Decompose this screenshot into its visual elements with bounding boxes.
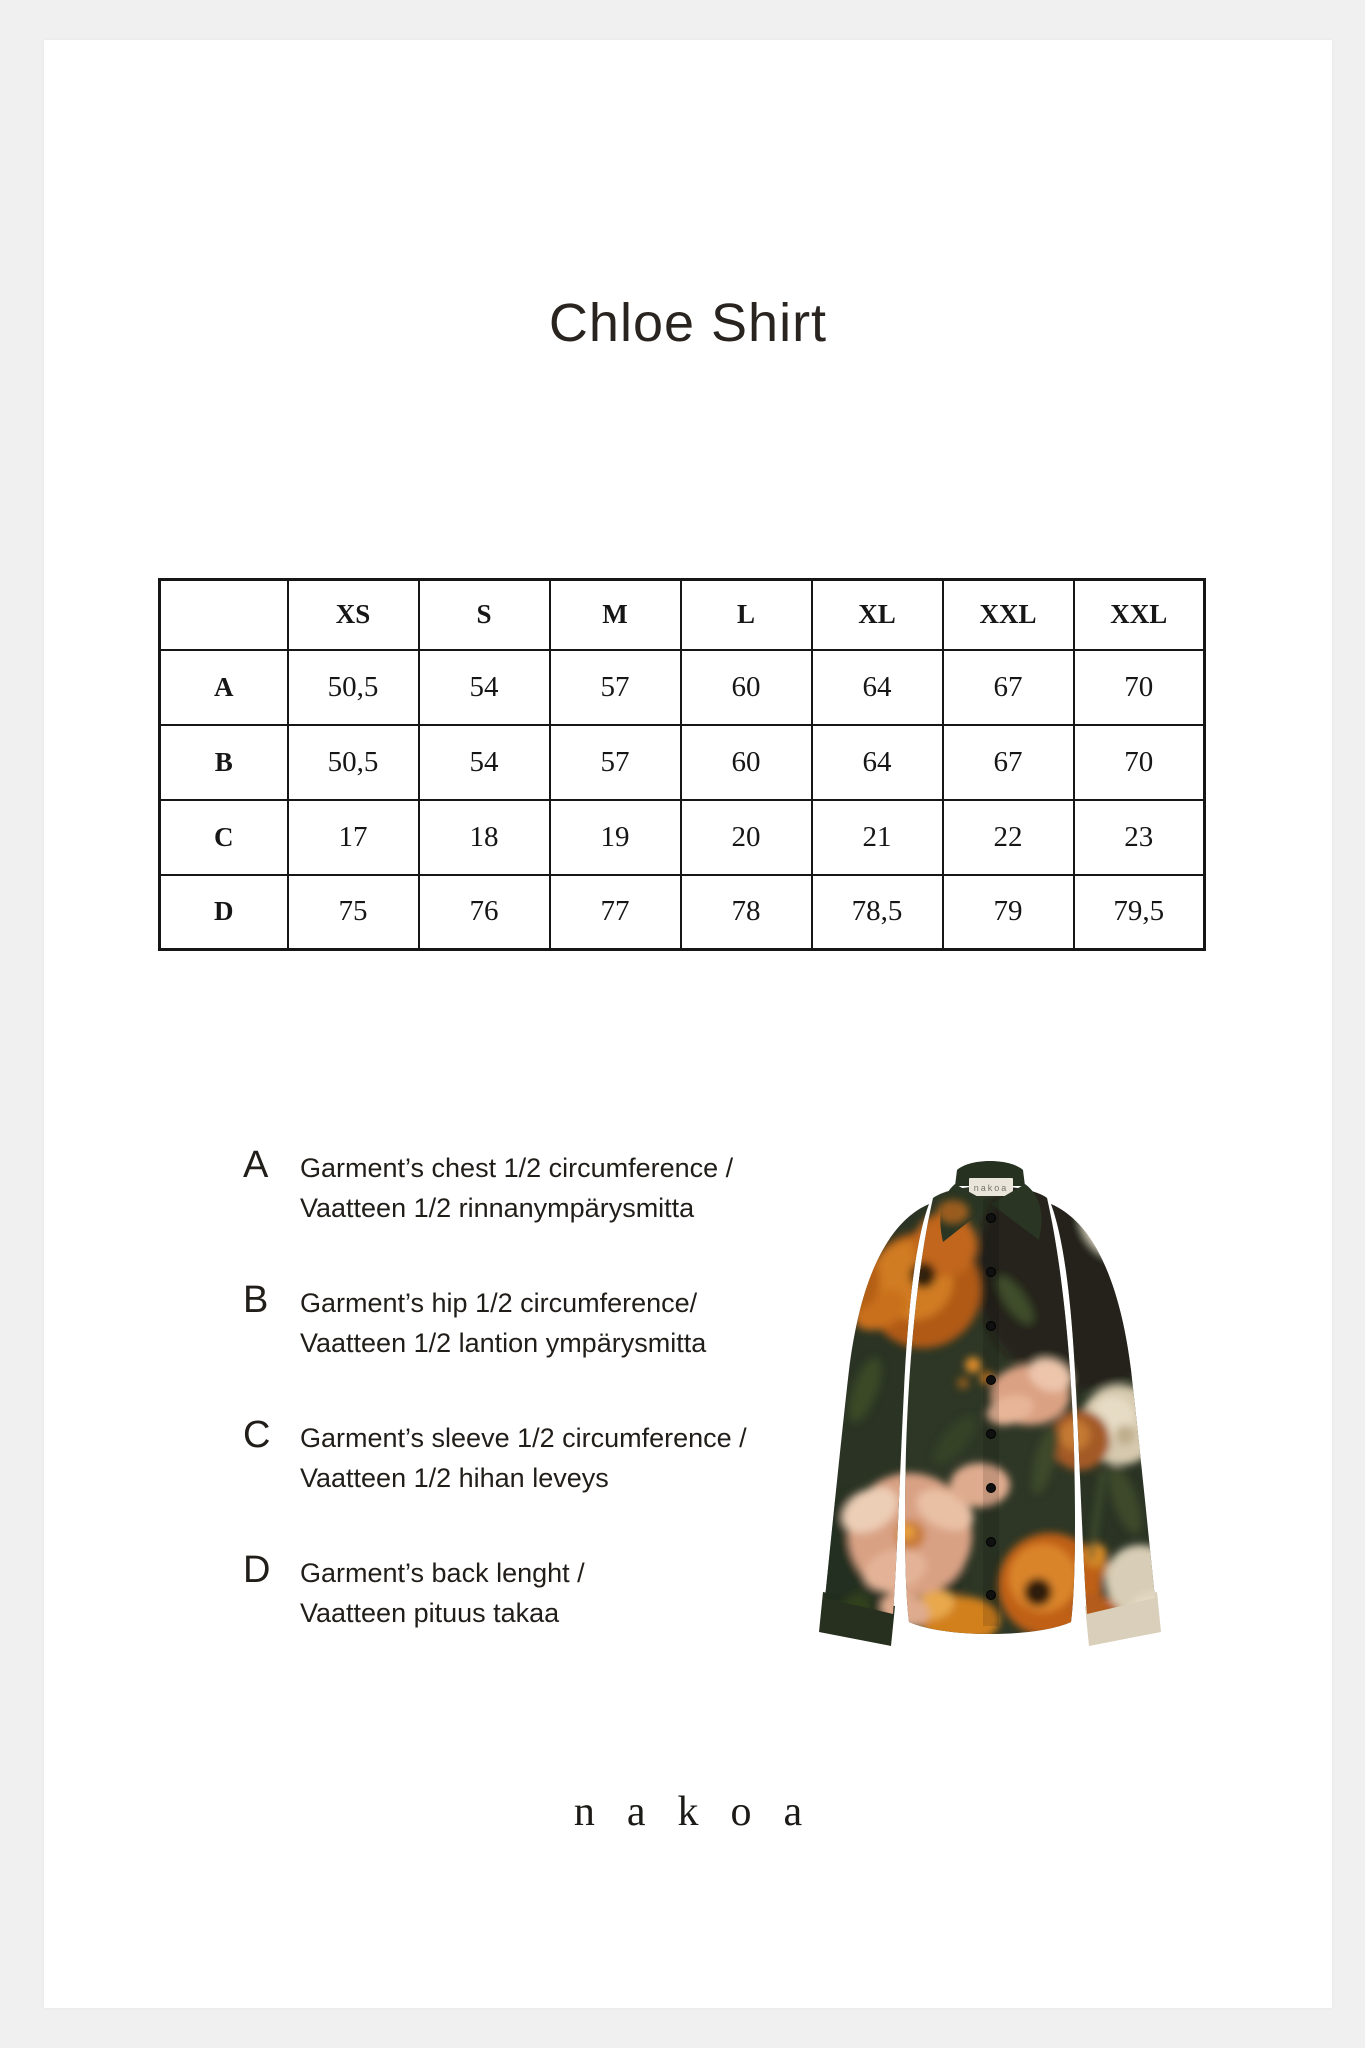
legend-description-en: Garment’s back lenght /	[300, 1558, 585, 1588]
legend-letter: C	[243, 1414, 271, 1456]
legend-item	[243, 1549, 803, 1633]
measurement-legend	[243, 1144, 803, 1633]
size-value-cell: 64	[812, 725, 943, 800]
measure-row-label: A	[160, 650, 288, 725]
size-value-cell: 54	[419, 650, 550, 725]
legend-description-en: Garment’s chest 1/2 circumference /	[300, 1153, 734, 1183]
legend-letter: A	[243, 1144, 269, 1186]
size-value-cell: 60	[681, 725, 812, 800]
size-value-cell: 67	[943, 650, 1074, 725]
legend-description-en: Garment’s hip 1/2 circumference/	[300, 1288, 698, 1318]
page-title: Chloe Shirt	[548, 293, 828, 353]
size-value-cell: 77	[550, 875, 681, 950]
brand-logotype	[44, 1788, 1332, 1836]
floral-shirt-illustration	[795, 1136, 1185, 1664]
size-value-cell: 60	[681, 650, 812, 725]
size-table	[158, 578, 1206, 951]
size-column-header: XXL	[943, 580, 1074, 650]
size-value-cell: 70	[1074, 725, 1205, 800]
size-value-cell: 18	[419, 800, 550, 875]
size-value-cell: 67	[943, 725, 1074, 800]
size-column-header: XL	[812, 580, 943, 650]
size-table-row	[160, 800, 1205, 875]
measure-row-label: C	[160, 800, 288, 875]
size-table-row	[160, 650, 1205, 725]
size-column-header: XS	[288, 580, 419, 650]
legend-item	[243, 1414, 803, 1498]
size-column-header: S	[419, 580, 550, 650]
measure-row-label: B	[160, 725, 288, 800]
size-value-cell: 57	[550, 725, 681, 800]
size-value-cell: 76	[419, 875, 550, 950]
size-value-cell: 23	[1074, 800, 1205, 875]
size-value-cell: 79	[943, 875, 1074, 950]
legend-description-fi: Vaatteen 1/2 hihan leveys	[300, 1463, 609, 1493]
size-value-cell: 20	[681, 800, 812, 875]
size-value-cell: 17	[288, 800, 419, 875]
size-table-row	[160, 725, 1205, 800]
legend-item	[243, 1279, 803, 1363]
size-value-cell: 57	[550, 650, 681, 725]
size-value-cell: 78	[681, 875, 812, 950]
shirt-placket	[983, 1198, 999, 1626]
legend-letter: B	[243, 1279, 269, 1321]
brand-logotype-text: nakoa	[573, 1789, 835, 1835]
brand-label-text: nakoa	[973, 1183, 1009, 1193]
size-value-cell: 75	[288, 875, 419, 950]
size-value-cell: 22	[943, 800, 1074, 875]
size-value-cell: 54	[419, 725, 550, 800]
legend-description-fi: Vaatteen 1/2 lantion ympärysmitta	[300, 1328, 707, 1358]
size-table-wrap	[158, 578, 1206, 951]
size-value-cell: 19	[550, 800, 681, 875]
size-table-corner-cell	[160, 580, 288, 650]
product-photo	[795, 1136, 1185, 1664]
size-value-cell: 50,5	[288, 650, 419, 725]
legend-description-en: Garment’s sleeve 1/2 circumference /	[300, 1423, 747, 1453]
size-table-header-row	[160, 580, 1205, 650]
size-column-header: L	[681, 580, 812, 650]
size-column-header: XXL	[1074, 580, 1205, 650]
size-guide-card	[44, 40, 1332, 2008]
legend-item	[243, 1144, 803, 1228]
size-value-cell: 78,5	[812, 875, 943, 950]
size-value-cell: 79,5	[1074, 875, 1205, 950]
size-column-header: M	[550, 580, 681, 650]
size-value-cell: 70	[1074, 650, 1205, 725]
measure-row-label: D	[160, 875, 288, 950]
legend-description-fi: Vaatteen pituus takaa	[300, 1598, 560, 1628]
legend-letter: D	[243, 1549, 271, 1591]
size-value-cell: 50,5	[288, 725, 419, 800]
size-table-row	[160, 875, 1205, 950]
legend-description-fi: Vaatteen 1/2 rinnanympärysmitta	[300, 1193, 695, 1223]
size-value-cell: 64	[812, 650, 943, 725]
size-value-cell: 21	[812, 800, 943, 875]
